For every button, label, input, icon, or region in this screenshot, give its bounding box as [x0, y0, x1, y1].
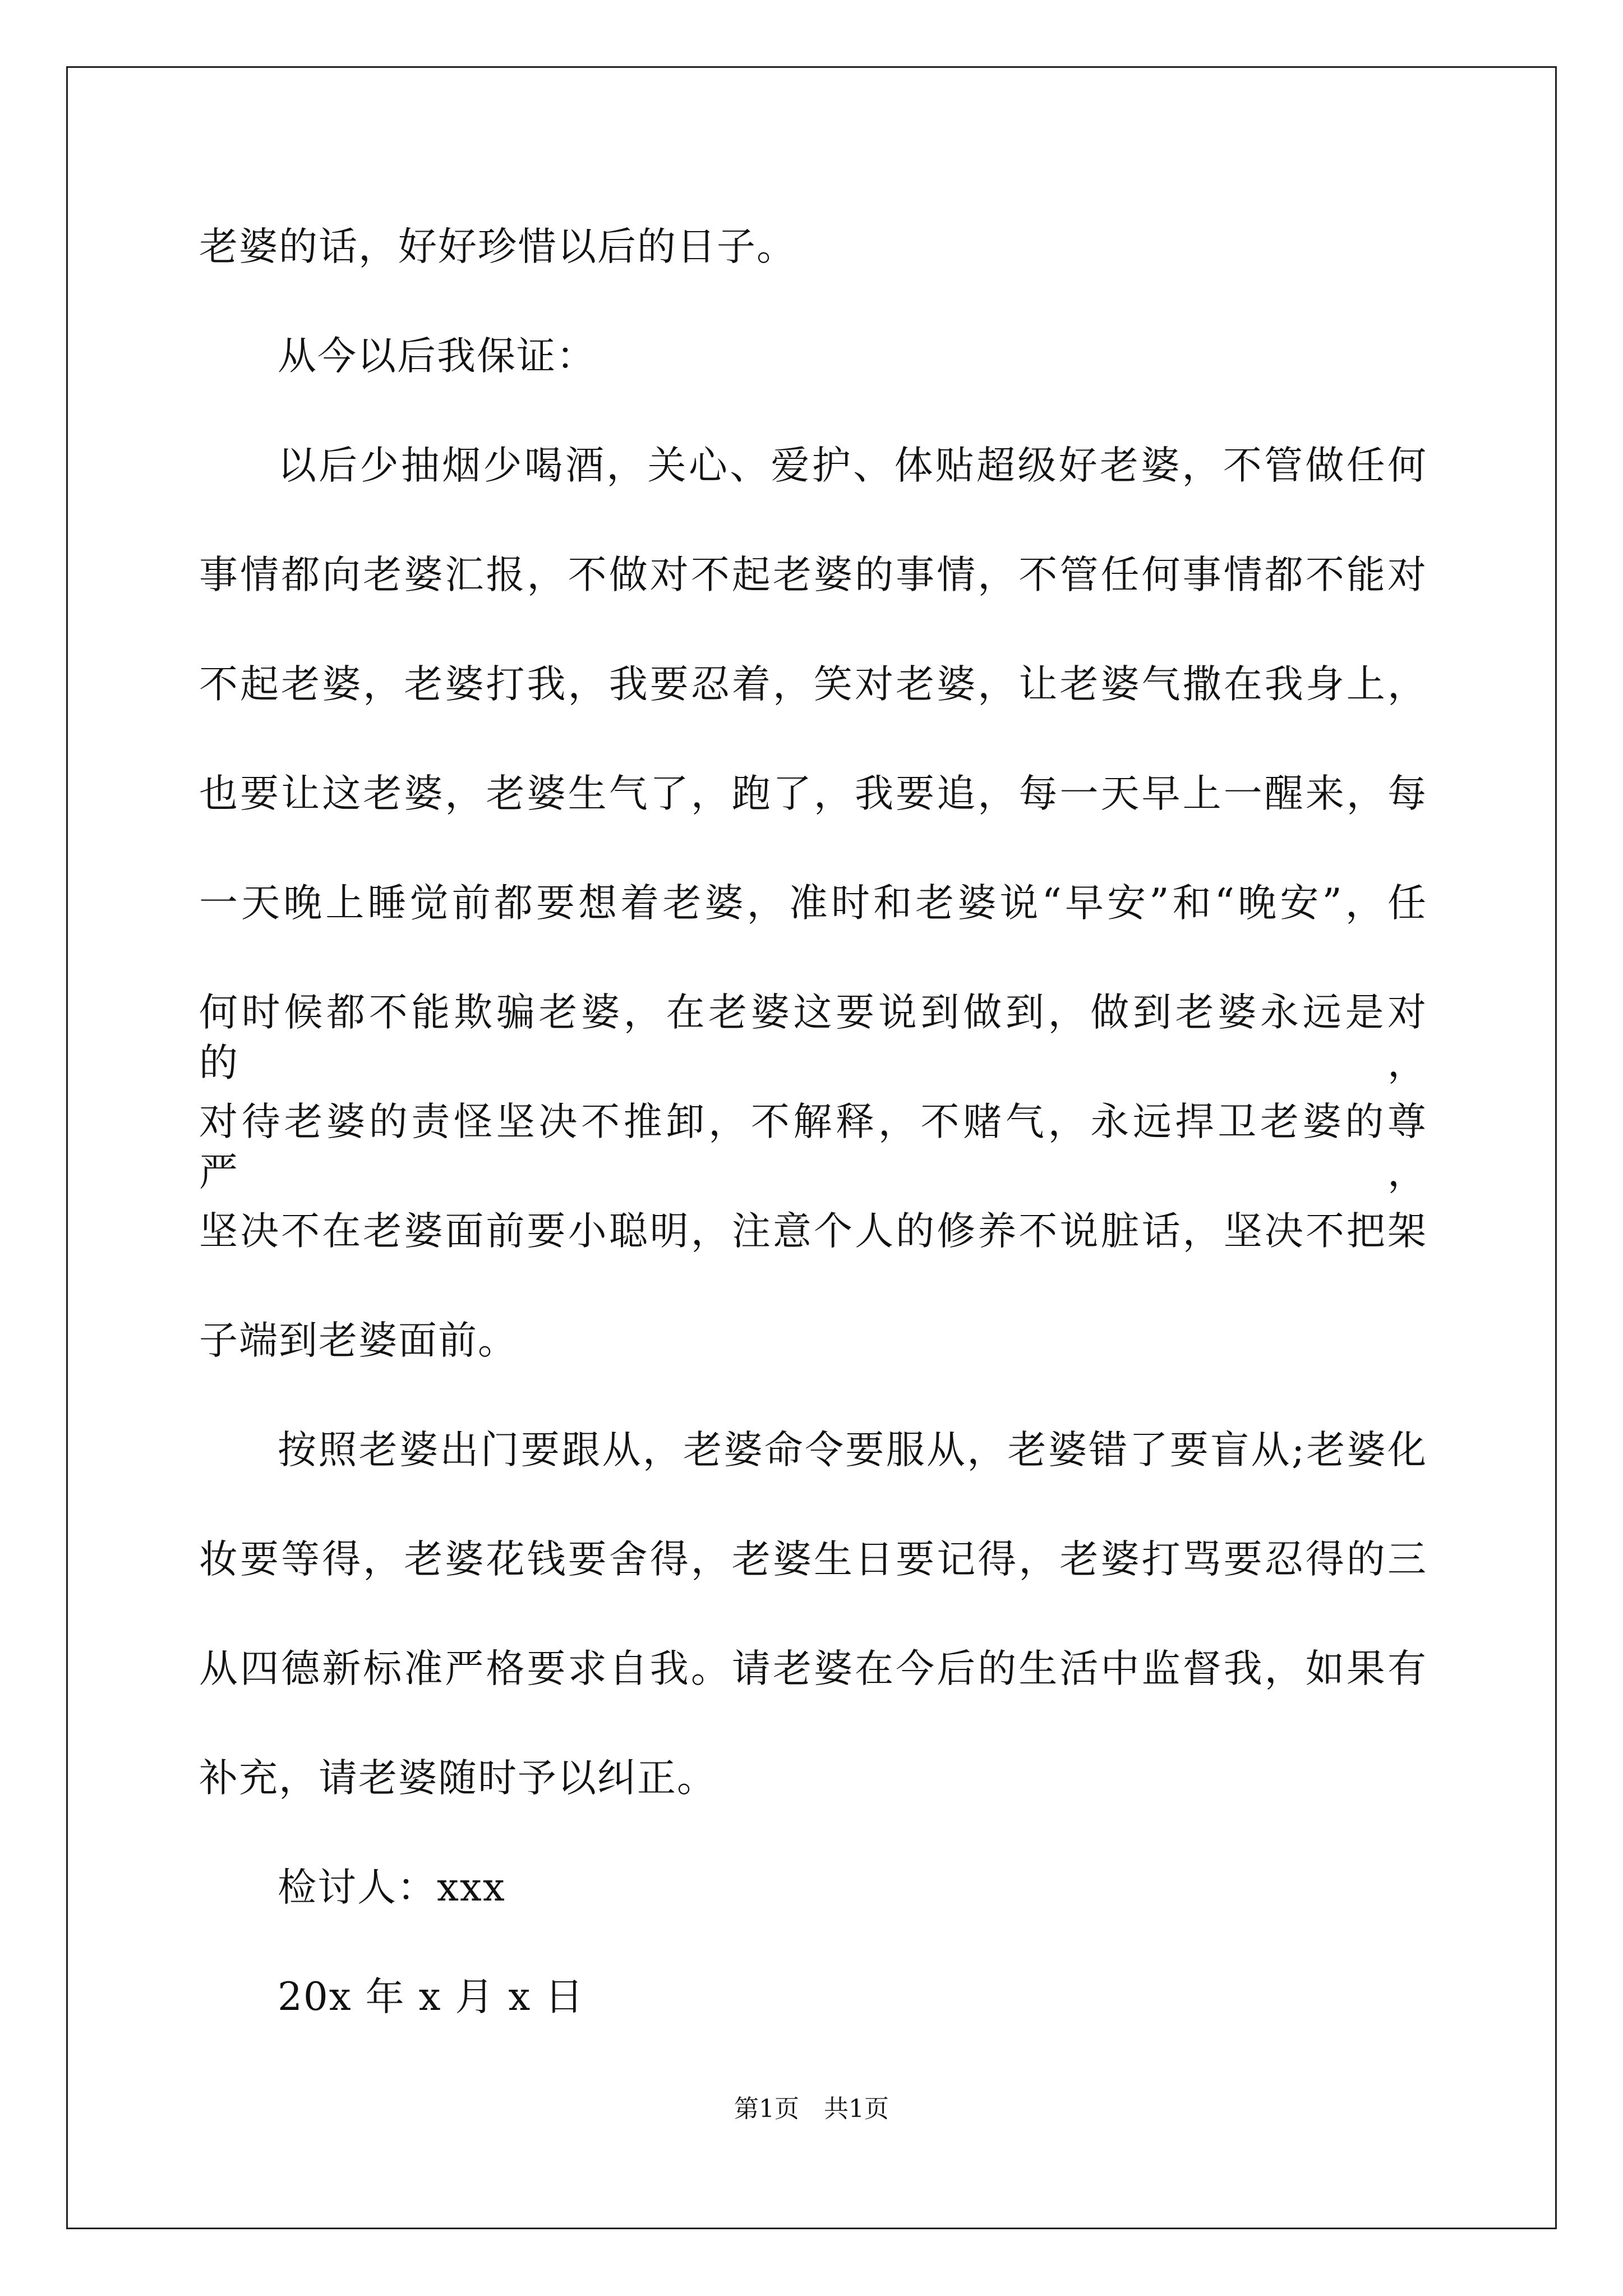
text-line: 何时候都不能欺骗老婆，在老婆这要说到做到，做到老婆永远是对的，	[199, 990, 1427, 1085]
text-line: 子端到老婆面前。	[199, 1318, 518, 1363]
text-line: 一天晚上睡觉前都要想着老婆，准时和老婆说“早安”和“晚安”，任	[199, 881, 1427, 926]
text-line: 也要让这老婆，老婆生气了，跑了，我要追，每一天早上一醒来，每	[199, 771, 1427, 816]
text-line: 从四德新标准严格要求自我。请老婆在今后的生活中监督我，如果有	[199, 1646, 1427, 1691]
text-line: 对待老婆的责怪坚决不推卸，不解释，不赌气，永远捍卫老婆的尊严，	[199, 1099, 1427, 1195]
text-line: 按照老婆出门要跟从，老婆命令要服从，老婆错了要盲从;老婆化	[278, 1428, 1427, 1473]
text-line: 妆要等得，老婆花钱要舍得，老婆生日要记得，老婆打骂要忍得的三	[199, 1537, 1427, 1582]
page-footer: 第1页 共1页	[734, 2095, 889, 2123]
signature-line: 检讨人：xxx	[278, 1865, 506, 1910]
text-line: 坚决不在老婆面前要小聪明，注意个人的修养不说脏话，坚决不把架	[199, 1209, 1427, 1254]
date-line: 20x 年 x 月 x 日	[278, 1975, 585, 2019]
text-line: 以后少抽烟少喝酒，关心、爱护、体贴超级好老婆，不管做任何	[278, 443, 1427, 488]
text-line: 老婆的话，好好珍惜以后的日子。	[199, 224, 796, 269]
text-line: 不起老婆，老婆打我，我要忍着，笑对老婆，让老婆气撒在我身上，	[199, 662, 1427, 707]
text-line: 从今以后我保证：	[278, 334, 596, 379]
text-line: 事情都向老婆汇报，不做对不起老婆的事情，不管任何事情都不能对	[199, 553, 1427, 597]
text-line: 补充，请老婆随时予以纠正。	[199, 1756, 717, 1801]
